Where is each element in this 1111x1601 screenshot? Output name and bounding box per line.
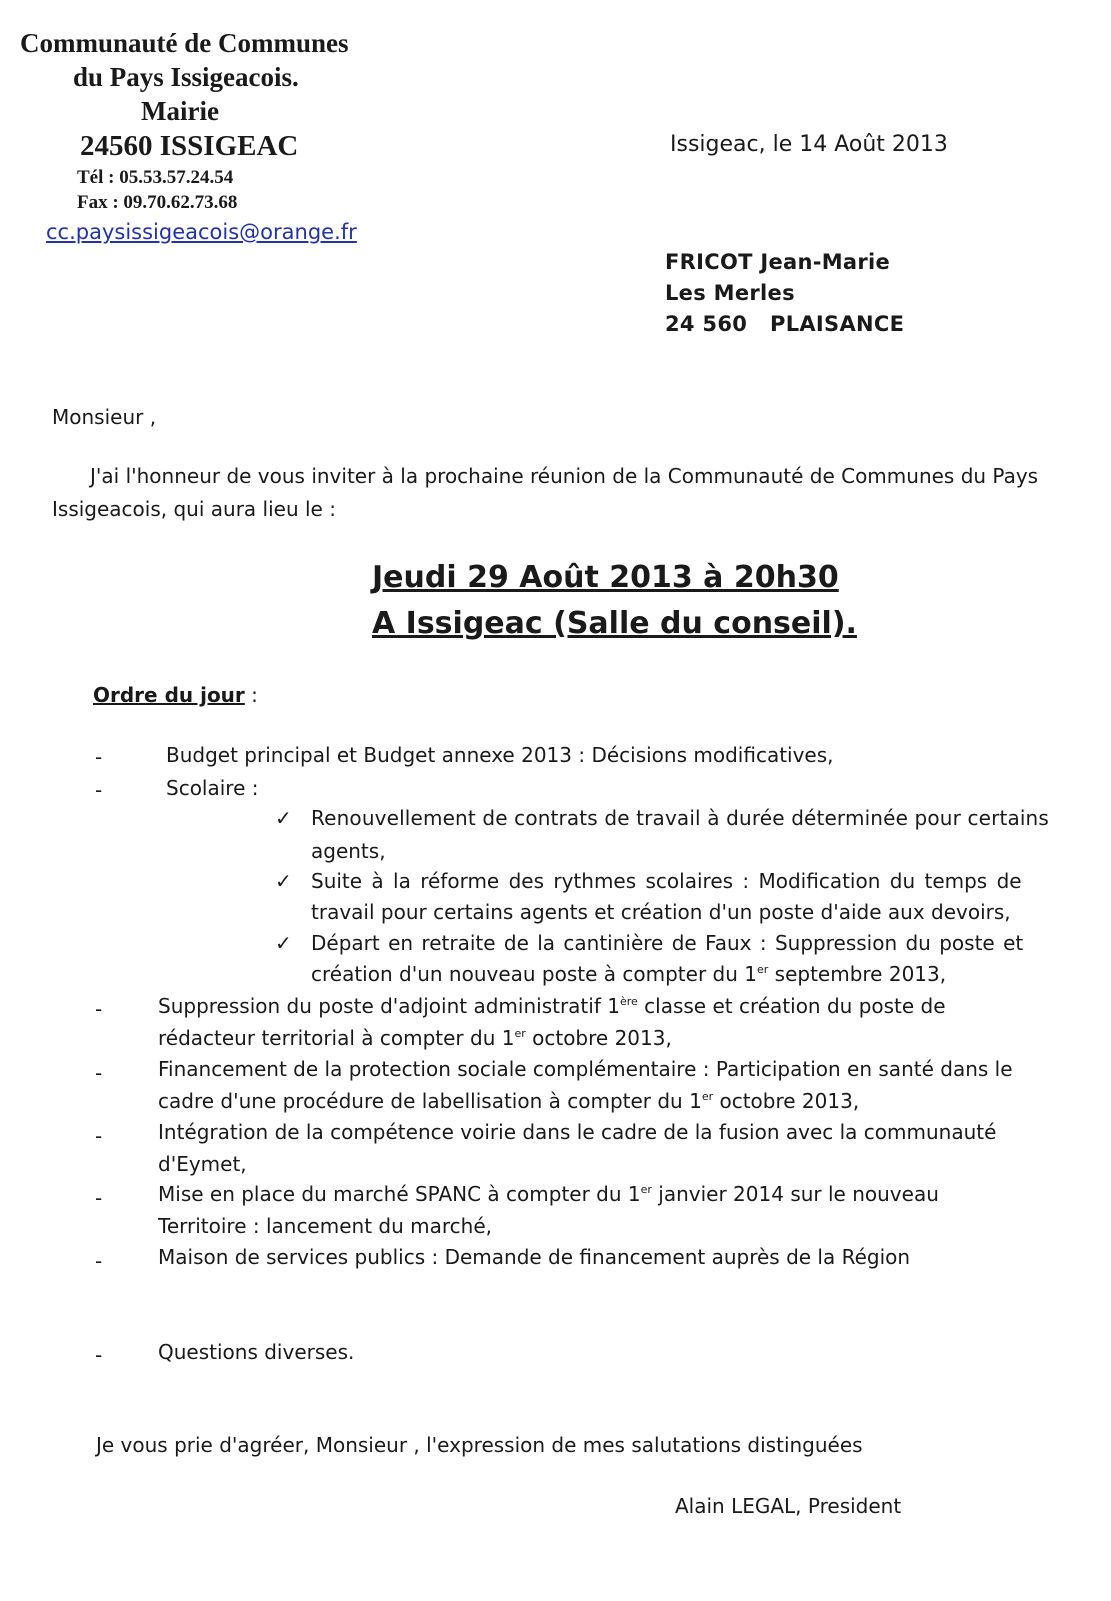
signature: Alain LEGAL, President <box>675 1494 902 1518</box>
org-fax: Fax : 09.70.62.73.68 <box>77 192 238 213</box>
text-part: octobre 2013, <box>525 1026 672 1050</box>
text-part: classe et création du poste de <box>637 994 946 1018</box>
org-postal-city: 24560 ISSIGEAC <box>80 130 299 162</box>
meeting-date: Jeudi 29 Août 2013 à 20h30 <box>372 560 839 595</box>
checkmark-icon: ✓ <box>275 869 292 893</box>
bullet-dash: - <box>95 745 103 769</box>
agenda-title-text: Ordre du jour <box>93 683 245 707</box>
agenda-subitem-retraite-line2 <box>311 962 946 986</box>
bullet-dash: - <box>95 1124 103 1148</box>
agenda-item-questions: Questions diverses. <box>158 1340 355 1364</box>
text-part: janvier 2014 sur le nouveau <box>651 1182 939 1206</box>
checkmark-icon: ✓ <box>275 806 292 830</box>
closing-formula: Je vous prie d'agréer, Monsieur , l'expression de mes salutations distinguées <box>96 1433 863 1457</box>
agenda-item-spanc-line2: Territoire : lancement du marché, <box>158 1214 492 1238</box>
agenda-subitem-retraite-line1: Départ en retraite de la cantinière de Faux : Suppression du poste et <box>311 931 1024 955</box>
agenda-subitem-contrats-line2: agents, <box>311 839 386 863</box>
org-email-link[interactable]: cc.paysissigeacois@orange.fr <box>46 220 357 244</box>
agenda-item-adjoint-line2 <box>158 1026 672 1050</box>
salutation: Monsieur , <box>52 405 157 429</box>
text-part: octobre 2013, <box>713 1089 860 1113</box>
intro-line2: Issigeacois, qui aura lieu le : <box>52 497 336 521</box>
text-part: cadre d'une procédure de labellisation à compter du 1 <box>158 1089 702 1113</box>
bullet-dash: - <box>95 1343 103 1367</box>
intro-line1: J'ai l'honneur de vous inviter à la prochaine réunion de la Communauté de Communes du Pays <box>90 464 1039 488</box>
text-part: rédacteur territorial à compter du 1 <box>158 1026 515 1050</box>
org-name-line1: Communauté de Communes <box>20 28 349 58</box>
agenda-item-budget: Budget principal et Budget annexe 2013 : Décisions modificatives, <box>166 743 834 767</box>
superscript: er <box>640 1183 652 1196</box>
meeting-location: A Issigeac (Salle du conseil). <box>372 606 857 641</box>
recipient-address-line2-text: 24 560 PLAISANCE <box>665 312 905 336</box>
org-name-line2: du Pays Issigeacois. <box>73 62 299 92</box>
agenda-item-spanc-line1 <box>158 1182 939 1206</box>
bullet-dash: - <box>95 1186 103 1210</box>
agenda-subitem-rythmes-line2: travail pour certains agents et création d'un poste d'aide aux devoirs, <box>311 900 1011 924</box>
recipient-address-line2 <box>665 312 904 336</box>
agenda-item-adjoint-line1 <box>158 994 946 1018</box>
superscript: er <box>514 1027 526 1040</box>
agenda-subitem-rythmes-line1: Suite à la réforme des rythmes scolaires : Modification du temps de <box>311 869 1022 893</box>
bullet-dash: - <box>95 1249 103 1273</box>
bullet-dash: - <box>95 1061 103 1085</box>
recipient-address-line1: Les Merles <box>665 281 795 305</box>
agenda-item-voirie-line2: d'Eymet, <box>158 1152 247 1176</box>
agenda-item-scolaire: Scolaire : <box>166 776 259 800</box>
bullet-dash: - <box>95 997 103 1021</box>
checkmark-icon: ✓ <box>275 931 292 955</box>
agenda-title <box>93 683 258 707</box>
agenda-item-protection-line2 <box>158 1089 859 1113</box>
superscript: er <box>757 963 769 976</box>
superscript: ère <box>619 995 638 1008</box>
agenda-title-colon: : <box>244 683 258 707</box>
org-mairie: Mairie <box>141 96 219 126</box>
letter-date: Issigeac, le 14 Août 2013 <box>670 132 948 157</box>
text-part: septembre 2013, <box>768 962 947 986</box>
agenda-item-voirie-line1: Intégration de la compétence voirie dans le cadre de la fusion avec la communauté <box>158 1120 997 1144</box>
agenda-subitem-contrats-line1: Renouvellement de contrats de travail à durée déterminée pour certains <box>311 806 1049 830</box>
text-part: Mise en place du marché SPANC à compter du 1 <box>158 1182 641 1206</box>
superscript: er <box>701 1090 714 1103</box>
agenda-item-protection-line1: Financement de la protection sociale complémentaire : Participation en santé dans le <box>158 1057 1013 1081</box>
recipient-name: FRICOT Jean-Marie <box>665 250 891 274</box>
agenda-item-maison-services: Maison de services publics : Demande de financement auprès de la Région <box>158 1245 911 1269</box>
bullet-dash: - <box>95 778 103 802</box>
text-part: création d'un nouveau poste à compter du 1 <box>311 962 757 986</box>
text-part: Suppression du poste d'adjoint administratif 1 <box>158 994 620 1018</box>
org-telephone: Tél : 05.53.57.24.54 <box>77 167 234 188</box>
